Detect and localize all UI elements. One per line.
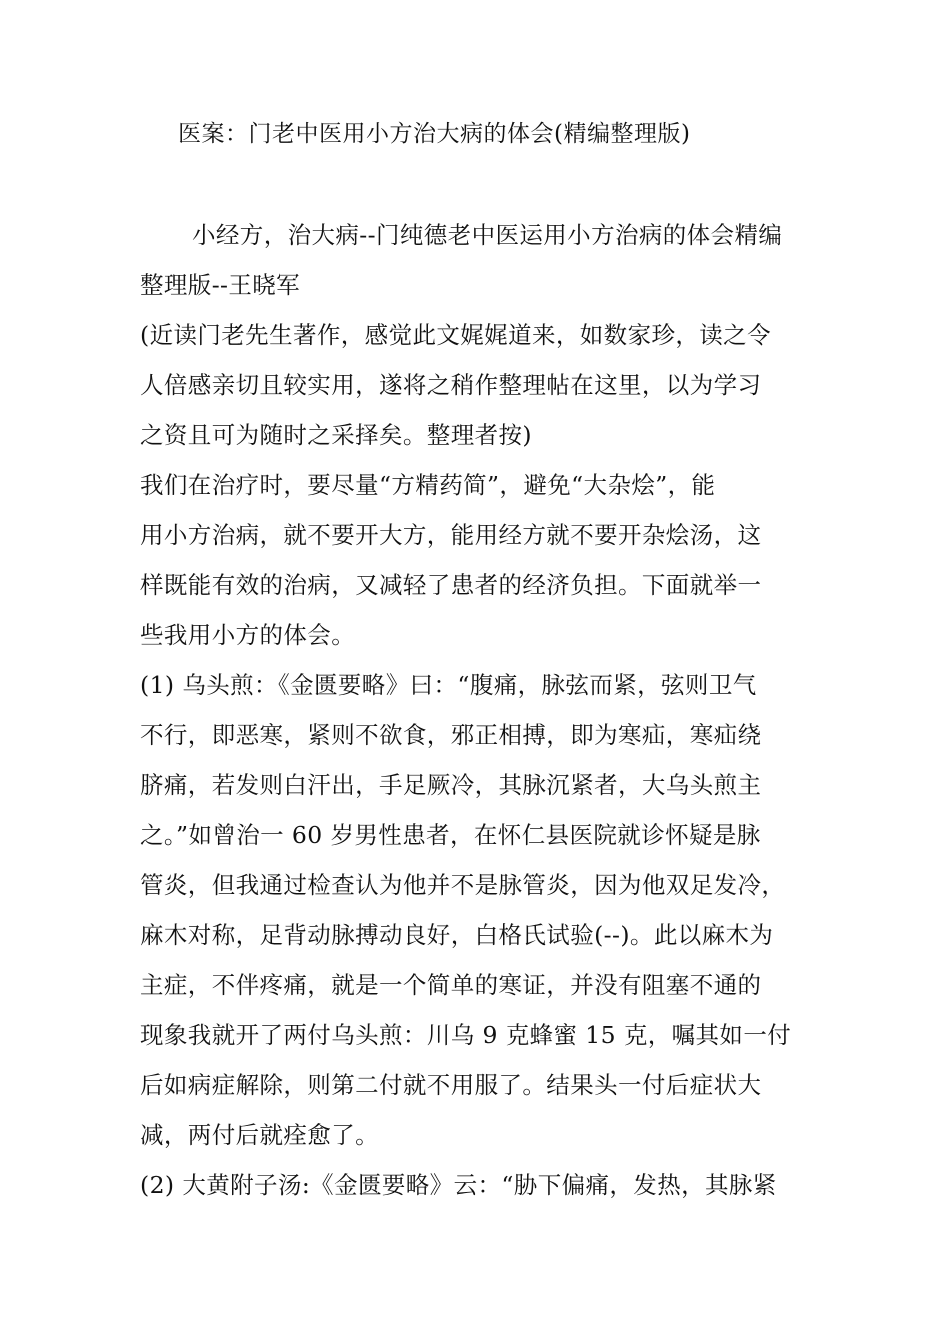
document-body	[140, 210, 830, 1210]
paragraph-line: 后如病症解除，则第二付就不用服了。结果头一付后症状大	[140, 1071, 762, 1099]
paragraph-line: (2) 大黄附子汤:《金匮要略》云：“胁下偏痛，发热，其脉紧	[140, 1171, 777, 1199]
paragraph-line: (1) 乌头煎：《金匮要略》曰：“腹痛，脉弦而紧，弦则卫气	[140, 671, 757, 699]
paragraph-line: 人倍感亲切且较实用，遂将之稍作整理帖在这里，以为学习	[140, 371, 762, 399]
document-title: 医案：门老中医用小方治大病的体会(精编整理版)	[178, 121, 691, 147]
paragraph-line: 样既能有效的治病，又减轻了患者的经济负担。下面就举一	[140, 571, 762, 599]
paragraph-line: (近读门老先生著作，感觉此文娓娓道来，如数家珍，读之令	[140, 321, 771, 349]
paragraph-line: 麻木对称，足背动脉搏动良好，白格氏试验(--)。此以麻木为	[140, 921, 774, 949]
paragraph-line: 不行，即恶寒，紧则不欲食，邪正相搏，即为寒疝，寒疝绕	[140, 721, 762, 749]
paragraph-line: 现象我就开了两付乌头煎：川乌 9 克蜂蜜 15 克，嘱其如一付	[140, 1021, 792, 1049]
paragraph-line: 之。”如曾治一 60 岁男性患者，在怀仁县医院就诊怀疑是脉	[140, 821, 761, 849]
paragraph-line: 用小方治病，就不要开大方，能用经方就不要开杂烩汤，这	[140, 521, 762, 549]
paragraph-line: 整理版--王晓军	[140, 271, 301, 299]
paragraph-line: 减，两付后就痊愈了。	[140, 1121, 379, 1149]
paragraph-line: 脐痛，若发则白汗出，手足厥冷，其脉沉紧者，大乌头煎主	[140, 771, 762, 799]
paragraph-line: 些我用小方的体会。	[140, 621, 356, 649]
paragraph-line: 我们在治疗时，要尽量“方精药简”，避免“大杂烩”，能	[140, 471, 716, 499]
paragraph-line: 之资且可为随时之采择矣。整理者按)	[140, 421, 532, 449]
paragraph-line: 管炎，但我通过检查认为他并不是脉管炎，因为他双足发冷，	[140, 871, 786, 899]
paragraph-line: 主症，不伴疼痛，就是一个简单的寒证，并没有阻塞不通的	[140, 971, 762, 999]
paragraph-line: 小经方，治大病--门纯德老中医运用小方治病的体会精编	[192, 221, 783, 249]
